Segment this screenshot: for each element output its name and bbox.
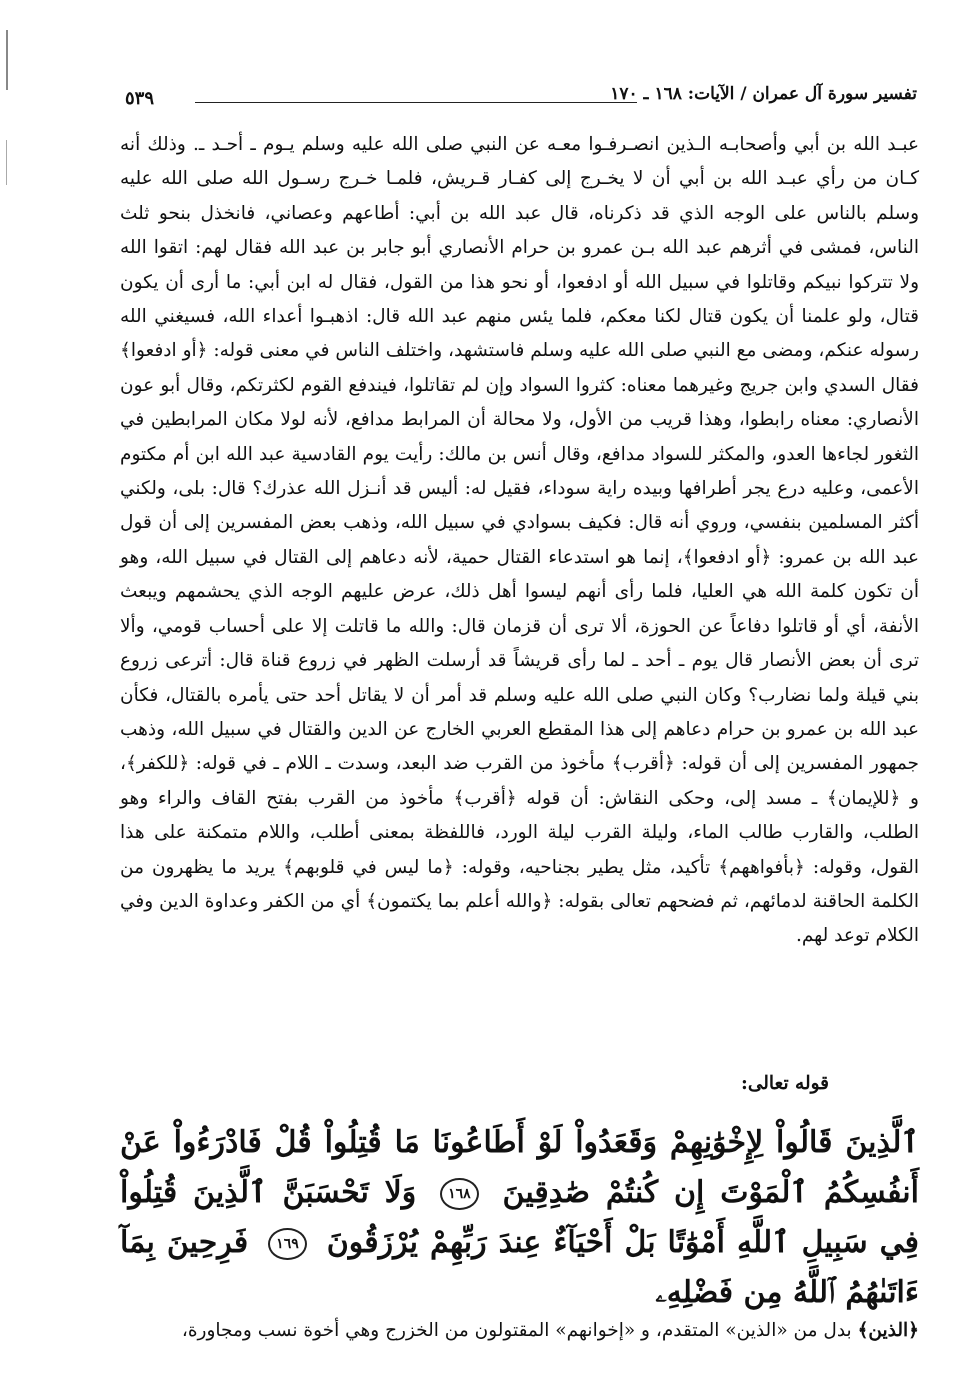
commentary-paragraph: عبـد الله بن أبي وأصحابـه الـذين انصـرفـوا معـه عن النبي صلى الله عليه وسلم يـوم ـ أحـد ـ. وذلك أنه كـان من رأي عبـد الله بن أبي أن لا يخـرج إلى كفـار قـريش، فلمـا خـرج رسـول الله صلى الله عليه وسلم بالناس على الوجه الذي قد ذكرناه، قال عبد الله بن أبي: أطاعهم وعصاني، فانخذل بنحو ثلث الناس، فمشى في أثرهم عبد الله بـن عمرو بن حرام الأنصاري أبو جابر بن عبد الله فقال لهم: اتقوا الله ولا تتركوا نبيكم وقاتلوا في سبيل الله أو ادفعوا، أو نحو هذا من القول، فقال له ابن أبي: ما أرى أن يكون قتال، ولو علمنا أن يكون قتال لكنا معكم، فلما يئس منهم عبد الله قال: اذهبـوا أعداء الله، فسيغني الله رسوله عنكم، ومضى مع النبي صلى الله عليه وسلم فاستشهد، واختلف الناس في معنى قوله: ﴿أو ادفعوا﴾ فقال السدي وابن جريج وغيرهما معناه: كثروا السواد وإن لم تقاتلوا، فيندفع القوم لكثرتكم، وقال أبو عون الأنصاري: معناه رابطوا، وهذا قريب من الأول، ولا محالة أن المرابط مدافع، لأنه لولا مكان المرابطين في الثغور لجاءها العدو، والمكثر للسواد مدافع، وقال أنس بن مالك: رأيت يوم القادسية عبد الله ابن أم مكتوم الأعمى، وعليه درع يجر أطرافها وبيده راية سوداء، فقيل له: أليس قد أنـزل الله عذرك؟ قال: بلى، ولكني أكثر المسلمين بنفسي، وروي أنه قال: فكيف بسوادي في سبيل الله، وذهب بعض المفسرين إلى أن قول عبد الله بن عمرو: ﴿أو ادفعوا﴾، إنما هو استدعاء القتال حمية، لأنه دعاهم إلى القتال في سبيل الله، وهو أن تكون كلمة الله هي العليا، فلما رأى أنهم ليسوا أهل ذلك، عرض عليهم الوجه الذي يحشمهم ويبعث الأنفة، أي أو قاتلوا دفاعاً عن الحوزة، ألا ترى أن قزمان قال: والله ما قاتلت إلا على أحساب قومي، وألا ترى أن بعض الأنصار قال يوم ـ أحد ـ لما رأى قريشاً قد أرسلت الظهر في زروع قناة قال: أترعى زروع بني قيلة ولما نضارب؟ وكان النبي صلى الله عليه وسلم قد أمر أن لا يقاتل أحد حتى يأمره بالقتال، فكأن عبد الله بن عمرو بن حرام دعاهم إلى هذا المقطع العربي الخارج عن الدين والقتال في سبيل الله، وذهب جمهور المفسرين إلى أن قوله: ﴿أقرب﴾ مأخوذ من القرب ضد البعد، وسدت ـ اللام ـ في قوله: ﴿للكفر﴾، و ﴿للإيمان﴾ ـ مسد إلى، وحكى النقاش: أن قوله ﴿أقرب﴾ مأخوذ من القرب بفتح القاف والراء وهو الطلب، والقارب طالب الماء، وليلة القرب ليلة الورد، فاللفظة بمعنى أطلب، واللام متمكنة على هذا القول، وقوله: ﴿بأفواههم﴾ تأكيد، مثل يطير بجناحيه، وقوله: ﴿ما ليس في قلوبهم﴾ يريد ما يظهرون من الكلمة الحاقنة لدمائهم، ثم فضحهم تعالى بقوله: ﴿والله أعلم بما يكتمون﴾ أي من الكفر وعداوة الدين وفي الكلام توعد لهم. — [120, 134, 920, 947]
ayah-number-marker: ١٦٩ — [268, 1228, 307, 1260]
verse-text: ٱلَّذِينَ قَالُواْ لِإِخْوَٰنِهِمْ وَقَعَدُواْ لَوْ أَطَاعُونَا مَا قُتِلُواْ قُلْ فَادْرَءُواْ عَنْ أَنفُسِكُمُ ٱلْمَوْتَ إِن كُنتُمْ صَٰدِقِينَ — [120, 1125, 919, 1210]
page-number: ٥٣٩ — [125, 88, 155, 109]
page-header — [125, 80, 917, 112]
scan-edge-mark — [6, 140, 7, 185]
running-title: تفسير سورة آل عمران / الآيات: ١٦٨ ـ ١٧٠ — [610, 84, 917, 104]
verse-text: وَلَا تَحْسَبَنَّ ٱلَّذِينَ قُتِلُواْ فِي سَبِيلِ ٱللَّهِ أَمْوَٰتًا بَلْ أَحْيَآءٌ عِندَ رَبِّهِمْ يُرْزَقُونَ — [120, 1175, 919, 1260]
footnote-line — [120, 1315, 919, 1347]
quran-verses — [120, 1118, 919, 1318]
footnote-lead: ﴿الذين﴾ — [857, 1320, 919, 1341]
footnote-text: بدل من «الذين» المتقدم، و «إخوانهم» المقتولون من الخزرج وهي أخوة نسب ومجاورة، — [181, 1320, 858, 1341]
verse-text: فَرِحِينَ بِمَآ ءَاتَىٰهُمُ ٱللَّهُ مِن فَضْلِهِۦ — [120, 1225, 919, 1310]
verse-intro-label: قوله تعالى: — [741, 1073, 829, 1094]
header-rule — [195, 102, 637, 103]
ayah-number-marker: ١٦٨ — [440, 1178, 479, 1210]
commentary-body — [120, 128, 919, 954]
scan-edge-mark — [6, 30, 8, 90]
